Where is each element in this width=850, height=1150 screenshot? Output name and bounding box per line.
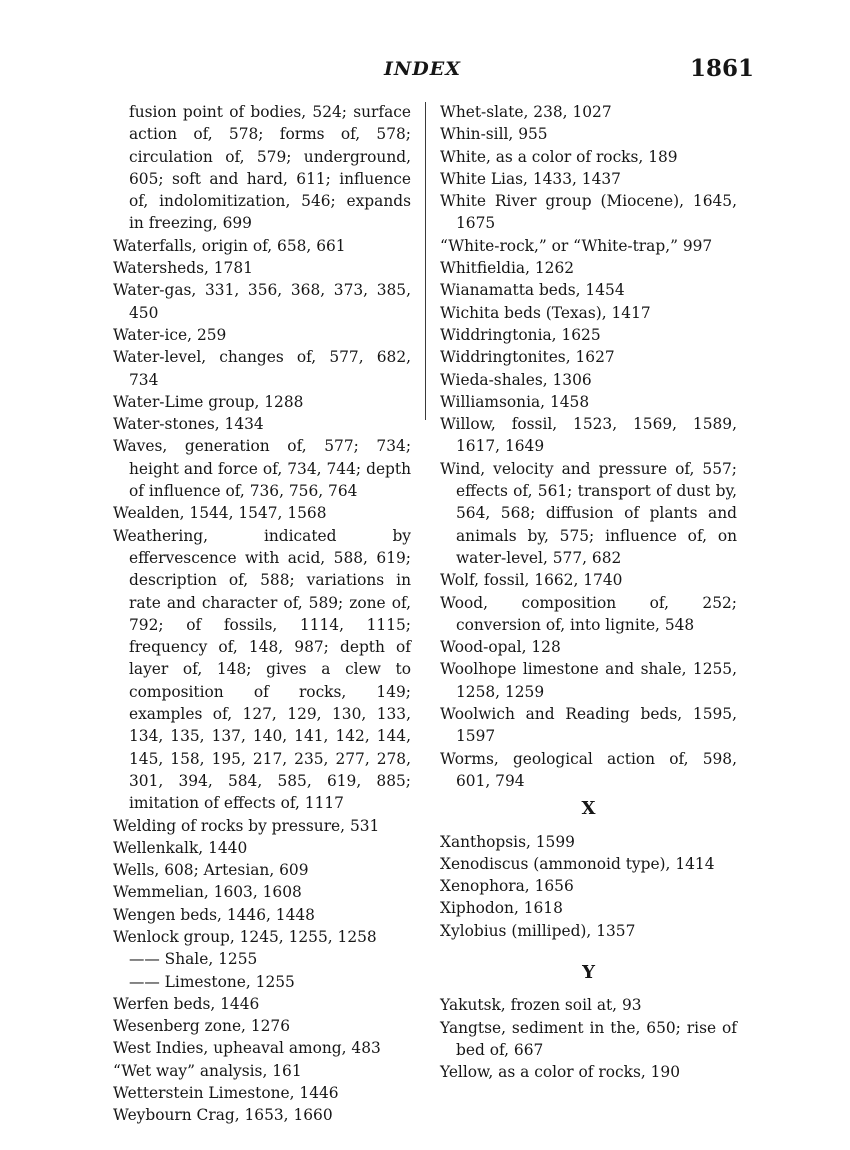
index-entry: Woolhope limestone and shale, 1255, 1258, 1259 [440, 660, 737, 701]
index-entry: Wealden, 1544, 1547, 1568 [113, 504, 327, 523]
index-entry: Wemmelian, 1603, 1608 [113, 883, 302, 902]
index-entry: Water-stones, 1434 [113, 415, 264, 434]
index-entry: Yangtse, sediment in the, 650; rise of bed of, 667 [440, 1018, 737, 1059]
index-entry: Wianamatta beds, 1454 [440, 281, 625, 300]
index-entry: Water-gas, 331, 356, 368, 373, 385, 450 [113, 281, 411, 322]
index-entry: fusion point of bodies, 524; surface action of, 578; forms of, 578; circulation of, 579; underground, 605; soft and hard, 611; influence of, indolomitization, 546; expands in freezing, 699 [129, 103, 411, 233]
index-entry: Yellow, as a color of rocks, 190 [440, 1063, 681, 1082]
index-entry: Wind, velocity and pressure of, 557; effects of, 561; transport of dust by, 564, 568; diffusion of plants and animals by, 575; influence of, on water-level, 577, 682 [440, 459, 737, 567]
section-letter-y: Y [582, 961, 595, 983]
index-entry: White River group (Miocene), 1645, 1675 [440, 192, 737, 233]
index-column-right [440, 101, 737, 1083]
index-entry: Xylobius (milliped), 1357 [440, 921, 636, 940]
index-entry: Wesenberg zone, 1276 [113, 1017, 290, 1036]
index-entry: Wengen beds, 1446, 1448 [113, 905, 315, 924]
index-entry: Williamsonia, 1458 [440, 392, 590, 411]
page-number: 1861 [690, 55, 755, 82]
index-entry: White Lias, 1433, 1437 [440, 169, 621, 188]
index-entry: Welding of rocks by pressure, 531 [113, 816, 380, 835]
index-entry: Whitfieldia, 1262 [440, 259, 575, 278]
index-entry: Water-ice, 259 [113, 325, 227, 344]
index-entry: Weybourn Crag, 1653, 1660 [113, 1106, 333, 1125]
index-entry: “White-rock,” or “White-trap,” 997 [440, 236, 713, 255]
index-entry: Watersheds, 1781 [113, 259, 253, 278]
index-entry: Xenophora, 1656 [440, 877, 574, 896]
index-entry: Weathering, indicated by effervescence with acid, 588, 619; description of, 588; variations in rate and character of, 589; zone of, 792; of fossils, 1114, 1115; frequency of, 148, 987; depth of layer of, 148; gives a clew to composition of rocks, 149; examples of, 127, 129, 130, 133, 134, 135, 137, 140, 141, 142, 144, 145, 158, 195, 217, 235, 277, 278, 301, 394, 584, 585, 619, 885; imitation of effects of, 1117 [113, 526, 411, 813]
index-entry: Xanthopsis, 1599 [440, 832, 575, 851]
index-entry: Widdringtonites, 1627 [440, 348, 615, 367]
index-entry: Xiphodon, 1618 [440, 899, 563, 918]
section-letter-x: X [581, 798, 596, 820]
index-entry: Wood-opal, 128 [440, 638, 561, 657]
index-entry: Wolf, fossil, 1662, 1740 [440, 571, 623, 590]
index-entry: Wells, 608; Artesian, 609 [113, 861, 309, 880]
page-header [0, 55, 850, 88]
page-title: INDEX [384, 58, 461, 80]
index-subentry: —— Shale, 1255 [129, 950, 258, 969]
index-entry: Wood, composition of, 252; conversion of, into lignite, 548 [440, 593, 737, 634]
index-entry: Wetterstein Limestone, 1446 [113, 1084, 339, 1103]
index-entry: White, as a color of rocks, 189 [440, 147, 678, 166]
column-divider [425, 102, 426, 420]
index-entry: Yakutsk, frozen soil at, 93 [440, 996, 642, 1015]
index-entry: West Indies, upheaval among, 483 [113, 1039, 381, 1058]
index-entry: “Wet way” analysis, 161 [113, 1061, 302, 1080]
index-entry: Werfen beds, 1446 [113, 994, 260, 1013]
index-entry: Waves, generation of, 577; 734; height and force of, 734, 744; depth of influence of, 736, 756, 764 [113, 437, 411, 501]
index-entry: Woolwich and Reading beds, 1595, 1597 [440, 705, 737, 746]
index-entry: Whin-sill, 955 [440, 125, 548, 144]
index-subentry: —— Limestone, 1255 [129, 972, 295, 991]
index-entry: Widdringtonia, 1625 [440, 325, 601, 344]
index-entry: Wellenkalk, 1440 [113, 838, 248, 857]
index-entry: Xenodiscus (ammonoid type), 1414 [440, 854, 715, 873]
index-entry: Water-Lime group, 1288 [113, 392, 304, 411]
index-entry: Wieda-shales, 1306 [440, 370, 592, 389]
index-entry: Whet-slate, 238, 1027 [440, 103, 612, 121]
index-entry: Wichita beds (Texas), 1417 [440, 303, 651, 322]
index-column-left [113, 101, 411, 1127]
index-entry: Worms, geological action of, 598, 601, 794 [440, 749, 737, 790]
index-entry: Waterfalls, origin of, 658, 661 [113, 236, 346, 255]
index-entry: Wenlock group, 1245, 1255, 1258 [113, 927, 377, 946]
index-entry: Willow, fossil, 1523, 1569, 1589, 1617, 1649 [440, 415, 737, 456]
index-entry: Water-level, changes of, 577, 682, 734 [113, 348, 411, 389]
